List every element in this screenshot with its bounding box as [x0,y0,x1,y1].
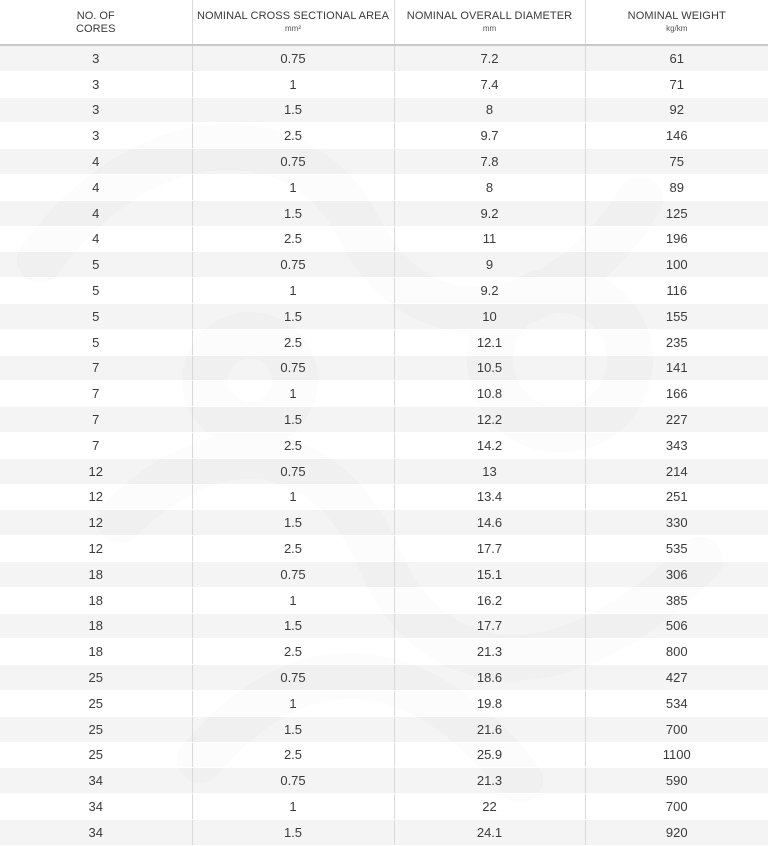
cell-weight: 535 [585,536,768,562]
cell-overall-diameter: 25.9 [394,742,585,768]
cell-overall-diameter: 12.1 [394,329,585,355]
cell-cores: 3 [0,97,192,123]
cell-overall-diameter: 9 [394,252,585,278]
header-unit: mm [395,24,585,34]
cell-overall-diameter: 8 [394,174,585,200]
table-body [0,45,768,845]
table-row [0,45,768,71]
cell-weight: 71 [585,71,768,97]
cell-overall-diameter: 13 [394,458,585,484]
cell-cross-sectional-area: 1.5 [192,97,394,123]
table-header-row [0,0,768,45]
cell-cores: 3 [0,45,192,71]
cell-cross-sectional-area: 0.75 [192,458,394,484]
table-row [0,639,768,665]
cell-weight: 800 [585,639,768,665]
cell-cross-sectional-area: 1 [192,278,394,304]
table-row [0,355,768,381]
cell-weight: 155 [585,303,768,329]
table-row [0,123,768,149]
cell-cross-sectional-area: 0.75 [192,665,394,691]
table-row [0,768,768,794]
table-row [0,303,768,329]
cell-weight: 700 [585,716,768,742]
cell-overall-diameter: 18.6 [394,665,585,691]
table-row [0,510,768,536]
cell-weight: 214 [585,458,768,484]
cell-overall-diameter: 9.2 [394,200,585,226]
cell-cores: 34 [0,768,192,794]
cell-weight: 227 [585,407,768,433]
cell-overall-diameter: 10.8 [394,381,585,407]
cell-weight: 141 [585,355,768,381]
table-row [0,484,768,510]
cell-cross-sectional-area: 1 [192,381,394,407]
cell-cores: 7 [0,381,192,407]
cell-overall-diameter: 7.2 [394,45,585,71]
cell-cross-sectional-area: 0.75 [192,355,394,381]
cell-cross-sectional-area: 1.5 [192,716,394,742]
cell-overall-diameter: 17.7 [394,613,585,639]
cell-overall-diameter: 8 [394,97,585,123]
cell-cross-sectional-area: 2.5 [192,226,394,252]
cell-overall-diameter: 7.8 [394,149,585,175]
cell-overall-diameter: 12.2 [394,407,585,433]
cell-overall-diameter: 11 [394,226,585,252]
cell-cores: 7 [0,355,192,381]
cell-weight: 427 [585,665,768,691]
cell-cores: 5 [0,303,192,329]
cell-cores: 34 [0,819,192,845]
table-row [0,458,768,484]
cell-weight: 89 [585,174,768,200]
cell-cross-sectional-area: 2.5 [192,329,394,355]
cell-cross-sectional-area: 1.5 [192,510,394,536]
table-row [0,613,768,639]
cell-cores: 25 [0,665,192,691]
table-row [0,794,768,820]
cell-overall-diameter: 21.6 [394,716,585,742]
table-row [0,226,768,252]
cell-cross-sectional-area: 1.5 [192,613,394,639]
cell-cores: 3 [0,71,192,97]
cell-cores: 4 [0,200,192,226]
cell-overall-diameter: 22 [394,794,585,820]
cell-weight: 75 [585,149,768,175]
cell-weight: 251 [585,484,768,510]
cell-overall-diameter: 9.2 [394,278,585,304]
cell-weight: 590 [585,768,768,794]
cell-cross-sectional-area: 2.5 [192,742,394,768]
cell-weight: 700 [585,794,768,820]
cell-weight: 61 [585,45,768,71]
table-row [0,97,768,123]
cell-overall-diameter: 7.4 [394,71,585,97]
cell-cores: 5 [0,329,192,355]
cell-cross-sectional-area: 0.75 [192,45,394,71]
cell-weight: 306 [585,561,768,587]
cell-weight: 235 [585,329,768,355]
cell-weight: 166 [585,381,768,407]
header-unit: kg/km [586,24,768,34]
cell-weight: 1100 [585,742,768,768]
cell-overall-diameter: 14.6 [394,510,585,536]
cell-cores: 12 [0,536,192,562]
cell-cross-sectional-area: 0.75 [192,768,394,794]
cell-cores: 5 [0,278,192,304]
cell-cross-sectional-area: 1 [192,794,394,820]
cell-weight: 343 [585,432,768,458]
table-row [0,200,768,226]
cell-cores: 18 [0,639,192,665]
cell-cores: 18 [0,613,192,639]
cell-cores: 25 [0,690,192,716]
cell-cross-sectional-area: 0.75 [192,561,394,587]
cell-overall-diameter: 15.1 [394,561,585,587]
cell-weight: 125 [585,200,768,226]
table-row [0,278,768,304]
cell-overall-diameter: 14.2 [394,432,585,458]
cell-cross-sectional-area: 0.75 [192,149,394,175]
cell-cores: 7 [0,432,192,458]
cell-cross-sectional-area: 1 [192,484,394,510]
cell-overall-diameter: 19.8 [394,690,585,716]
cell-weight: 116 [585,278,768,304]
cell-overall-diameter: 21.3 [394,639,585,665]
cell-cores: 4 [0,149,192,175]
cell-cores: 4 [0,174,192,200]
cell-cores: 12 [0,510,192,536]
cell-cores: 4 [0,226,192,252]
header-no-of-cores [0,0,192,45]
header-title-line1: NO. OF [0,10,192,23]
header-cross-sectional-area [192,0,394,45]
table-row [0,665,768,691]
cell-cross-sectional-area: 1 [192,587,394,613]
table-row [0,149,768,175]
table-row [0,819,768,845]
table-row [0,381,768,407]
cell-cores: 12 [0,458,192,484]
cell-weight: 100 [585,252,768,278]
cell-cross-sectional-area: 1.5 [192,303,394,329]
header-title: NOMINAL WEIGHT [586,10,768,23]
table-row [0,174,768,200]
cell-cores: 34 [0,794,192,820]
cell-weight: 196 [585,226,768,252]
table-row [0,71,768,97]
table-row [0,716,768,742]
header-overall-diameter [394,0,585,45]
cell-cores: 7 [0,407,192,433]
table-row [0,329,768,355]
cell-weight: 330 [585,510,768,536]
cell-overall-diameter: 10.5 [394,355,585,381]
cell-cores: 25 [0,742,192,768]
cell-weight: 385 [585,587,768,613]
cell-weight: 920 [585,819,768,845]
cell-cores: 18 [0,561,192,587]
cell-cross-sectional-area: 1.5 [192,200,394,226]
cell-cross-sectional-area: 1 [192,690,394,716]
table-row [0,432,768,458]
header-title-line2: CORES [0,23,192,36]
cell-weight: 534 [585,690,768,716]
header-title: NOMINAL OVERALL DIAMETER [395,10,585,23]
cell-overall-diameter: 9.7 [394,123,585,149]
cell-cores: 18 [0,587,192,613]
cell-overall-diameter: 13.4 [394,484,585,510]
cell-overall-diameter: 16.2 [394,587,585,613]
cell-cores: 12 [0,484,192,510]
table-row [0,407,768,433]
cell-overall-diameter: 10 [394,303,585,329]
table-row [0,742,768,768]
cell-cores: 3 [0,123,192,149]
table-row [0,587,768,613]
table-row [0,561,768,587]
table-row [0,536,768,562]
table-row [0,690,768,716]
cell-cores: 5 [0,252,192,278]
cell-cross-sectional-area: 2.5 [192,123,394,149]
cell-cross-sectional-area: 2.5 [192,639,394,665]
cell-cross-sectional-area: 1 [192,71,394,97]
header-unit: mm² [193,24,394,34]
cell-cross-sectional-area: 2.5 [192,536,394,562]
cell-overall-diameter: 24.1 [394,819,585,845]
cell-cores: 25 [0,716,192,742]
cell-overall-diameter: 17.7 [394,536,585,562]
cell-cross-sectional-area: 2.5 [192,432,394,458]
header-nominal-weight [585,0,768,45]
cell-cross-sectional-area: 1.5 [192,407,394,433]
cell-weight: 506 [585,613,768,639]
cell-weight: 146 [585,123,768,149]
cell-cross-sectional-area: 1.5 [192,819,394,845]
header-title: NOMINAL CROSS SECTIONAL AREA [193,10,394,23]
table-row [0,252,768,278]
cell-weight: 92 [585,97,768,123]
cell-cross-sectional-area: 1 [192,174,394,200]
cell-cross-sectional-area: 0.75 [192,252,394,278]
cell-overall-diameter: 21.3 [394,768,585,794]
